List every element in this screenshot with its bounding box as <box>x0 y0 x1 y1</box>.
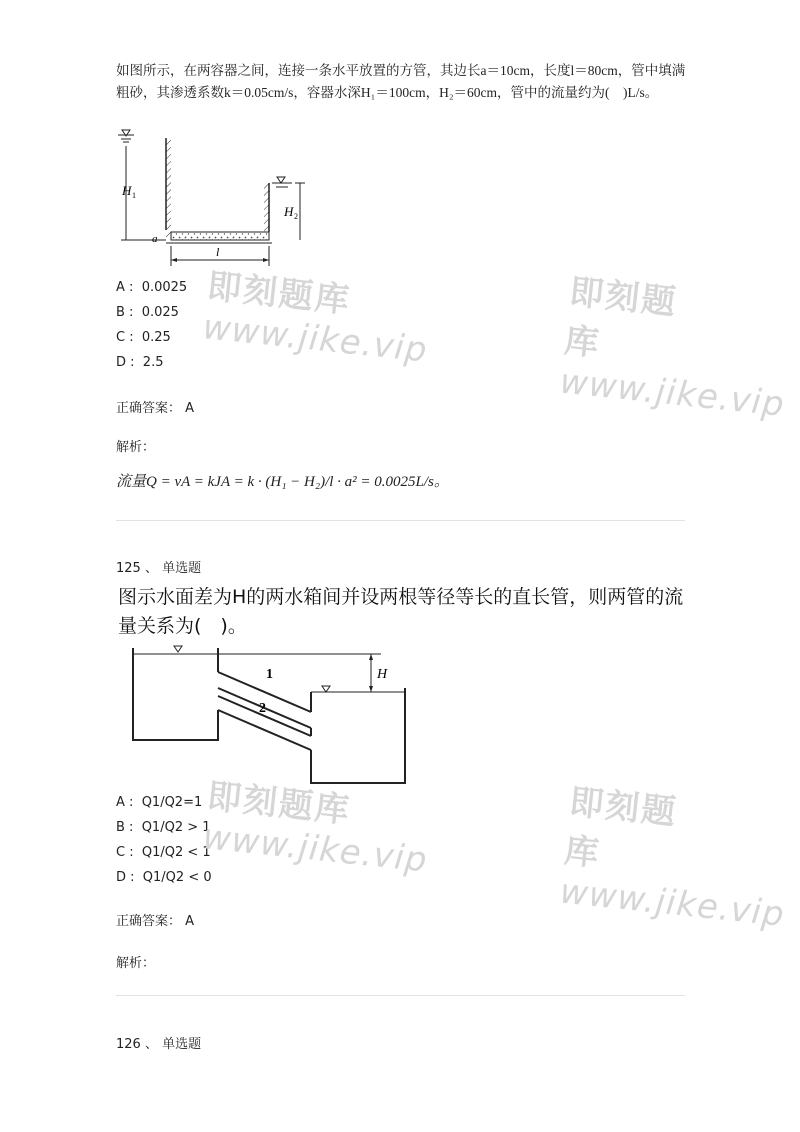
pipe-2-label: 2 <box>259 701 266 716</box>
h2-label: H <box>284 204 294 219</box>
analysis-formula: 流量Q = vA = kJA = k · (H₁ − H₂)/l · a² = 0.0025L/s。 <box>116 474 449 490</box>
water-level-symbol-right <box>272 177 292 187</box>
water-level-symbol-left <box>118 130 134 142</box>
h1-label: H <box>122 183 132 198</box>
option-a[interactable]: A : 0.0025 <box>116 280 188 295</box>
seepage-figure <box>112 128 327 268</box>
correct-answer: 正确答案： A <box>116 914 195 929</box>
sand-pipe <box>171 232 269 240</box>
pipe-1-label: 1 <box>266 667 273 682</box>
question-header: 125 、 单选题 <box>116 561 202 576</box>
watermark: 即刻题库 www.jike.vip <box>558 272 787 425</box>
divider <box>116 520 685 521</box>
option-d[interactable]: D : 2.5 <box>116 355 164 370</box>
watermark: 即刻题库 www.jike.vip <box>558 782 787 935</box>
svg-text:2: 2 <box>294 212 298 221</box>
watermark: 即刻题库 www.jike.vip <box>200 776 430 881</box>
two-tank-figure <box>126 640 411 785</box>
option-a[interactable]: A : Q1/Q2=1 <box>116 795 203 810</box>
option-b[interactable]: B : Q1/Q2 > 1 <box>116 820 211 835</box>
question-text: 图示水面差为H的两水箱间并设两根等径等长的直长管，则两管的流量关系为( )。 <box>118 586 684 637</box>
l-label: l <box>216 245 220 259</box>
watermark: 即刻题库 www.jike.vip <box>200 266 430 371</box>
option-c[interactable]: C : Q1/Q2 < 1 <box>116 845 211 860</box>
analysis-label: 解析： <box>116 440 156 455</box>
question-text: 如图所示，在两容器之间，连接一条水平放置的方管，其边长a＝10cm，长度l＝80cm，管中填满粗砂，其渗透系数k＝0.05cm/s，容器水深H₁＝100cm，H₂＝60cm，管中的流量约为( )L/s。 <box>116 63 686 100</box>
svg-text:1: 1 <box>132 191 136 200</box>
option-c[interactable]: C : 0.25 <box>116 330 171 345</box>
option-b[interactable]: B : 0.025 <box>116 305 179 320</box>
question-header: 126 、 单选题 <box>116 1037 202 1052</box>
analysis-label: 解析： <box>116 956 156 971</box>
h-label: H <box>377 667 388 682</box>
correct-answer: 正确答案： A <box>116 401 195 416</box>
divider <box>116 995 685 996</box>
a-label: a <box>152 233 158 245</box>
option-d[interactable]: D : Q1/Q2 < 0 <box>116 870 212 885</box>
